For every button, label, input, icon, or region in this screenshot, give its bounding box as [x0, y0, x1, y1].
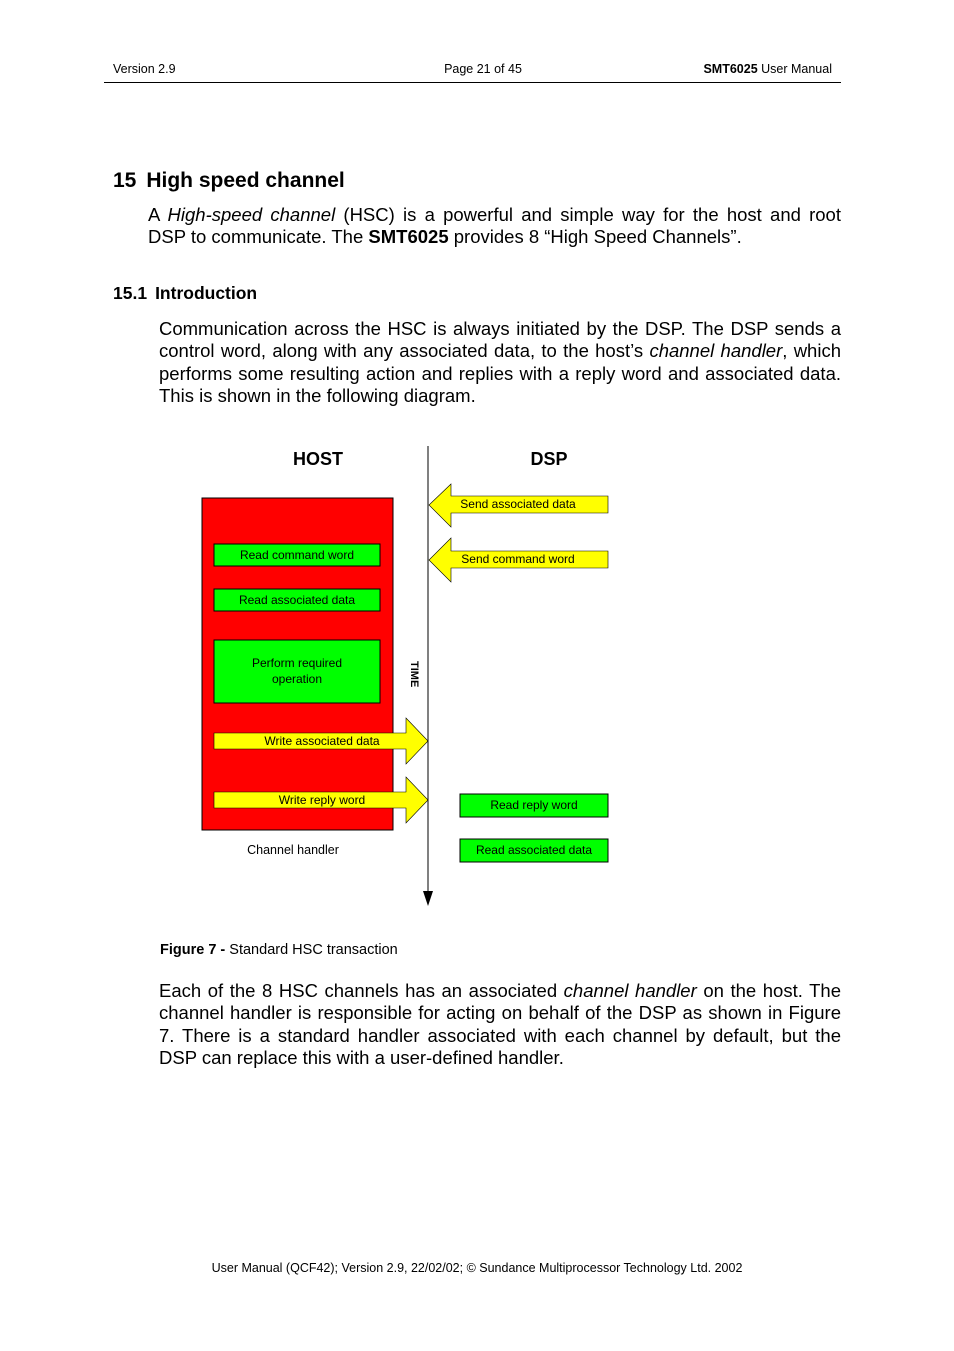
- intro-term: High-speed channel: [167, 204, 336, 225]
- perform-operation-label-line2: operation: [271, 672, 323, 686]
- closing-term: channel handler: [563, 980, 697, 1001]
- header-manual: User Manual: [757, 62, 832, 76]
- host-label: HOST: [292, 449, 344, 469]
- section-title: High speed channel: [146, 169, 345, 192]
- channel-handler-paragraph: [159, 980, 841, 1069]
- intro-para-part2: , which performs some resulting action and replies with a reply word and associated data. This is shown in the following diagram.: [159, 340, 841, 406]
- intro-para-term: channel handler: [649, 340, 783, 362]
- footer: User Manual (QCF42); Version 2.9, 22/02/02; © Sundance Multiprocessor Technology Ltd. 2002: [211, 1261, 743, 1275]
- header-product: SMT6025: [703, 62, 758, 76]
- intro-text-mid: (HSC) is a powerful and simple way for the host and root DSP to communicate. The: [148, 204, 841, 248]
- subsection-number: 15.1: [113, 283, 148, 303]
- closing-part2: on the host. The channel handler is responsible for acting on behalf of the DSP as shown in Figure 7. There is a standard handler associated with each channel by default, but the DSP can replace this with a user-defined handler.: [159, 980, 841, 1068]
- write-associated-data-label: Write associated data: [264, 734, 380, 748]
- time-axis-arrowhead: [423, 891, 433, 906]
- figure-caption: [160, 942, 398, 958]
- subsection-title: Introduction: [155, 283, 258, 303]
- intro-text-end: provides 8 “High Speed Channels”.: [448, 226, 742, 248]
- channel-handler-label: Channel handler: [247, 843, 339, 857]
- intro-para-part1: Communication across the HSC is always initiated by the DSP. The DSP sends a control word, along with any associated data, to the host’s: [159, 318, 841, 362]
- read-command-word-label: Read command word: [239, 548, 355, 562]
- figure-caption-text: Standard HSC transaction: [229, 942, 398, 958]
- read-associated-data-label: Read associated data: [238, 593, 356, 607]
- section-number: 15: [113, 169, 137, 192]
- send-command-word-label: Send command word: [461, 552, 575, 566]
- perform-operation-label-line1: Perform required: [251, 656, 343, 670]
- send-associated-data-label: Send associated data: [460, 497, 576, 511]
- intro-product: SMT6025: [368, 226, 449, 248]
- header-version: Version 2.9: [113, 62, 176, 76]
- time-label: TIME: [408, 661, 420, 688]
- intro-text-a: A: [148, 204, 168, 225]
- dsp-read-reply-word-label: Read reply word: [490, 798, 578, 812]
- write-reply-word-label: Write reply word: [278, 793, 366, 807]
- dsp-label: DSP: [530, 449, 568, 469]
- dsp-read-associated-data-label: Read associated data: [475, 843, 593, 857]
- figure-label: Figure 7 -: [160, 942, 230, 958]
- closing-part1: Each of the 8 HSC channels has an associated: [159, 980, 564, 1001]
- header-page-number: Page 21 of 45: [444, 62, 522, 76]
